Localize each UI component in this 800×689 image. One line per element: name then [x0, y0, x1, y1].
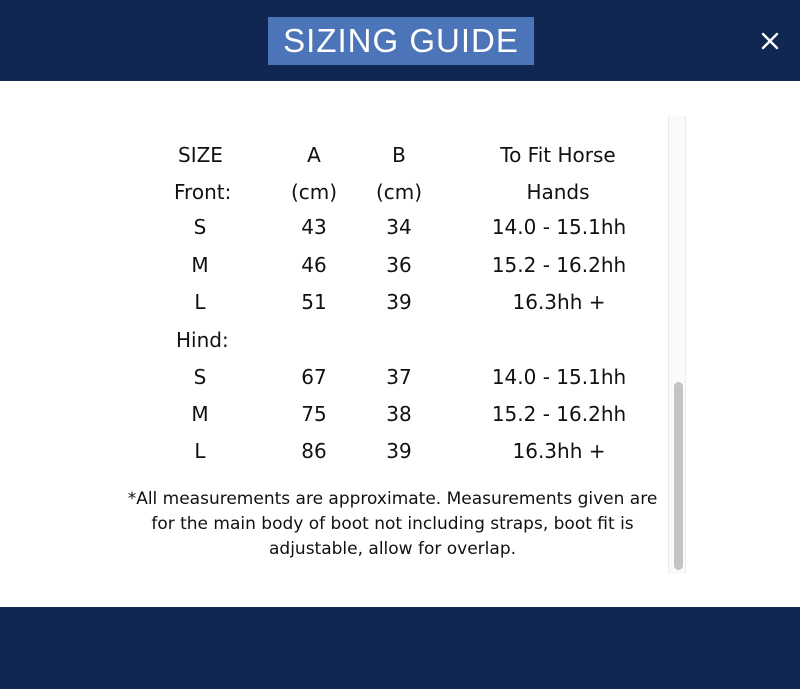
header-b: B: [392, 143, 406, 167]
hind-row-fit: 14.0 - 15.1hh: [491, 365, 627, 389]
a-unit: (cm): [290, 180, 338, 204]
front-row-size: L: [194, 290, 206, 314]
front-row-size: M: [191, 253, 209, 277]
b-unit: (cm): [375, 180, 423, 204]
hind-row-a: 67: [301, 365, 327, 389]
hind-row-fit: 16.3hh +: [512, 439, 606, 463]
front-row-fit: 15.2 - 16.2hh: [491, 253, 627, 277]
hind-row-a: 86: [301, 439, 327, 463]
front-row-size: S: [193, 215, 207, 239]
close-icon: [755, 26, 785, 56]
front-row-b: 34: [386, 215, 412, 239]
modal-title: SIZING GUIDE: [283, 22, 519, 59]
front-row-a: 51: [301, 290, 327, 314]
hind-row-b: 37: [386, 365, 412, 389]
front-row-a: 43: [301, 215, 327, 239]
hind-row-size: S: [193, 365, 207, 389]
modal-header: [0, 0, 800, 81]
hind-row-fit: 15.2 - 16.2hh: [491, 402, 627, 426]
scrollbar-thumb[interactable]: [674, 382, 683, 570]
measurement-footnote: *All measurements are approximate. Measurements given are for the main body of boot not including straps, boot fit is adjustable, allow for overlap.: [127, 489, 658, 559]
modal-footer: [0, 607, 800, 689]
front-row-b: 36: [386, 253, 412, 277]
close-button[interactable]: [755, 26, 785, 56]
hind-row-size: M: [191, 402, 209, 426]
front-row-fit: 14.0 - 15.1hh: [491, 215, 627, 239]
hind-row-size: L: [194, 439, 206, 463]
hind-row-b: 38: [386, 402, 412, 426]
header-size: SIZE: [178, 143, 223, 167]
front-row-b: 39: [386, 290, 412, 314]
hind-label: Hind:: [176, 328, 229, 352]
front-row-fit: 16.3hh +: [512, 290, 606, 314]
fit-unit: Hands: [526, 180, 590, 204]
header-a: A: [307, 143, 321, 167]
hind-row-a: 75: [301, 402, 327, 426]
header-fit: To Fit Horse: [500, 143, 616, 167]
hind-row-b: 39: [386, 439, 412, 463]
front-label: Front:: [174, 180, 232, 204]
front-row-a: 46: [301, 253, 327, 277]
